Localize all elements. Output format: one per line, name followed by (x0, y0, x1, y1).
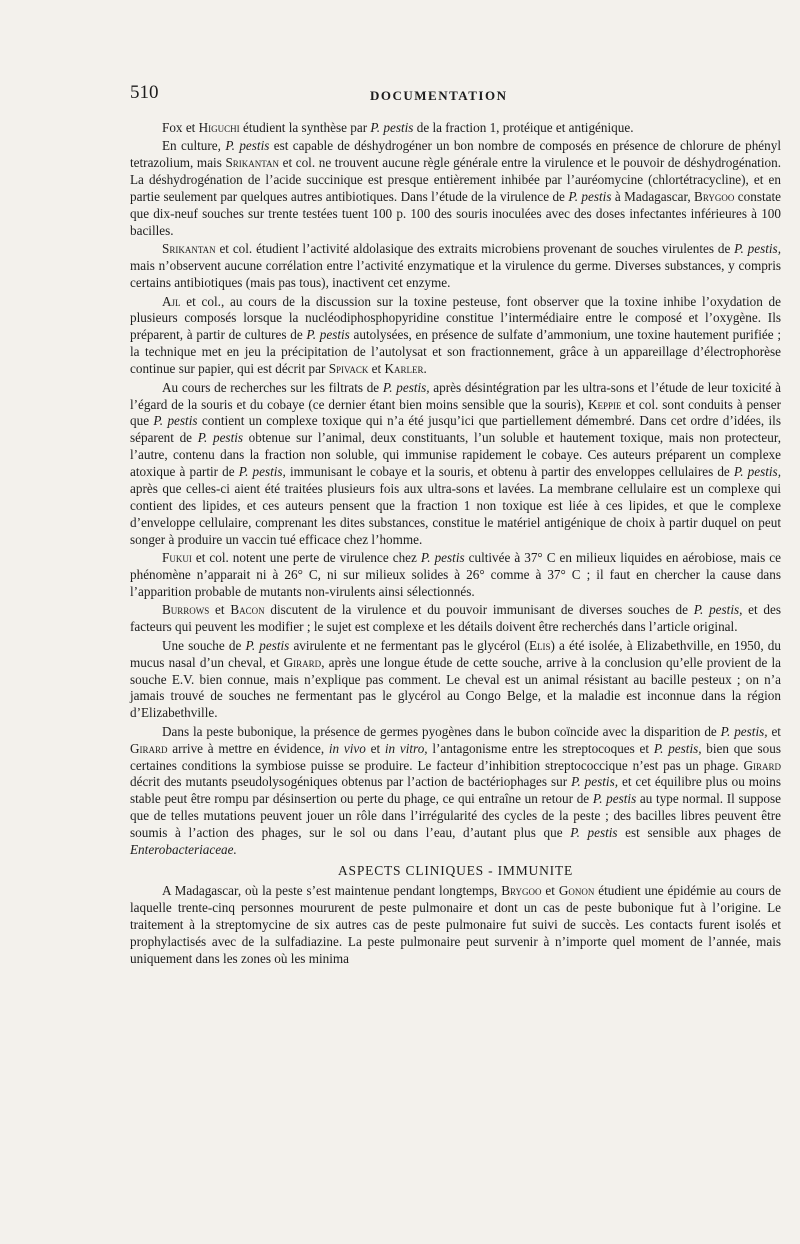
text-run: et (767, 723, 781, 739)
author-name: Higuchi (198, 120, 240, 135)
italic-term: Enterobacteriaceae. (130, 842, 237, 858)
text-run: ) a été isolée, à Elizabethville, en 1950, du mucus nasal d’un cheval, et (130, 637, 781, 670)
italic-term: P. pestis (568, 189, 612, 205)
author-name: Girard (283, 654, 322, 670)
author-name: Ajl (162, 293, 181, 309)
text-run: Au cours de recherches sur les filtrats de (162, 379, 383, 395)
text-run: et (209, 602, 231, 618)
author-name: Elis (528, 637, 551, 653)
paragraph (130, 294, 781, 379)
text-run: En culture, (162, 138, 226, 154)
text-run: étudient une épidémie au cours de laquelle trente-cinq personnes moururent de peste pulmonaire et dont un cas de peste bubonique fut à l’origine. Le traitement à la streptomycine de six autres cas de peste pulmonaire fut suivi de succès. Les contacts furent isolés et prophylactisés avec de la sulfadiazine. La peste pulmonaire peut survenir à n’importe quel moment de l’année, mais uniquement dans les zones où les minima (130, 882, 782, 966)
text-run: après désintégration par les ultra-sons et l’étude de leur toxicité à l’égard de la souris et du cobaye (ce dernier étant bien moins sensible que la souris), (130, 379, 781, 412)
closing-paragraph (130, 883, 781, 968)
author-name: Srikantan (225, 155, 280, 171)
section-heading: ASPECTS CLINIQUES - IMMUNITE (337, 862, 574, 878)
author-name: Brygoo (501, 882, 542, 898)
text-run: . (423, 361, 427, 377)
italic-term: P. pestis (420, 550, 465, 566)
text-run: contient un complexe toxique qui n’a été jusqu’ici que partiellement démembré. Dans cet ordre d’idées, ils séparent de (130, 413, 781, 446)
author-name: Srikantan (162, 241, 216, 257)
paragraph (130, 602, 781, 636)
text-run: et col. sont conduits à penser que (130, 396, 781, 429)
text-run: et des facteurs qui peuvent les modifier ; le sujet est complexe et les détails doivent être recherchés dans l’article original. (130, 602, 781, 635)
author-name: Girard (130, 740, 168, 756)
italic-term: P. pestis, (693, 602, 743, 618)
text-run: et col. notent une perte de virulence chez (191, 550, 421, 566)
page-header (130, 82, 780, 108)
text-run: arrive à mettre en évidence, (167, 740, 329, 756)
text-run: est sensible aux phages de (617, 825, 781, 841)
text-run: obtenue sur l’animal, deux constituants, l’un soluble et hautement toxique, mais non protecteur, l’autre, contenu dans la fraction non soluble, qui immunise rapidement le cobaye. Ces auteurs préparent un complexe atoxique à partir de (130, 430, 781, 480)
author-name: Bacon (230, 602, 265, 618)
text-run: mais n’observent aucune corrélation entre l’activité enzymatique et la virulence du germe. Diverses substances, y compris certains antibiotiques (mais pas tous), inactivent cet enzyme. (130, 258, 781, 291)
text-run: de la fraction 1, protéique et antigénique. (413, 120, 634, 135)
italic-term: in vivo (328, 740, 366, 756)
text-run: après que celles-ci aient été traitées plusieurs fois aux ultra-sons et lavées. La membrane cellulaire est un complexe qui contient des lipides, et ces auteurs pensent que la fraction 1 non toxique est liée à ces lipides, et que le complexe d’enveloppe cellulaire, comprenant les dites substances, constitue le matériel antigénique de choix à partir duquel on peut songer à produire un vaccin tué efficace chez l’homme. (130, 481, 781, 547)
text-run: , après une longue étude de cette souche, arrive à la conclusion qu’elle provient de la souche E.V. bien connue, mais n’explique pas comment. Le cheval est un animal résistant au bacille pesteux ; on n’a jamais trouvé de souches ne fermentant pas le glycérol au Congo Belge, et la maladie est inconnue dans la région d’Elizabethville. (130, 654, 781, 721)
italic-term: P. pestis, (734, 241, 781, 257)
text-run: avirulente et ne fermentant pas le glycérol ( (289, 637, 529, 653)
italic-term: P. pestis, (720, 723, 768, 739)
text-run: au type normal. Il suppose que de telles mutations peuvent jouer un rôle dans l’irrégularité des cycles de la peste ; des bacilles libres peuvent être soumis à l’action des phages, sur le sol ou dans l’eau, d’autant plus que (130, 791, 781, 841)
author-name: Brygoo (694, 189, 735, 205)
text-run: autolysées, en présence de sulfate d’ammonium, une toxine hautement purifiée ; la technique met en jeu la précipitation de l’autolysat et son fractionnement, grâce à un appareillage d’électrophorèse continue sur papier, qui est décrit par (130, 327, 781, 377)
italic-term: P. pestis (570, 825, 618, 841)
author-name: Fukui (162, 550, 192, 566)
body-text (130, 120, 781, 969)
italic-term: P. pestis (153, 413, 198, 429)
italic-term: P. pestis (225, 138, 270, 154)
italic-term: P. pestis, (733, 464, 781, 480)
paragraph (130, 638, 781, 723)
author-name: Girard (743, 757, 781, 773)
author-name: Karler (384, 361, 424, 377)
paragraph (130, 138, 781, 239)
italic-term: P. pestis (592, 791, 637, 807)
text-run: bien que sous certaines conditions la symbiose puisse se produire. Le facteur d’inhibition streptococcique n’est pas un phage. (130, 740, 781, 773)
text-run: Dans la peste bubonique, la présence de germes pyogènes dans le bubon coïncide avec la disparition de (162, 723, 721, 739)
text-run: A Madagascar, où la peste s’est maintenue pendant longtemps, (162, 882, 502, 898)
italic-term: in vitro, (384, 740, 428, 756)
text-run: est capable de déshydrogéner un bon nombre de composés en présence de chlorure de phényl tetrazolium, mais (130, 138, 781, 171)
author-name: Keppie (588, 396, 622, 412)
text-run: décrit des mutants pseudolysogéniques obtenus par l’action de bactériophages sur (130, 774, 572, 790)
paragraph (130, 241, 781, 292)
text-run: et (365, 740, 385, 756)
text-run: Fox et (162, 120, 199, 135)
text-run: immunisant le cobaye et la souris, et obtenu à partir des enveloppes cellulaires de (285, 464, 734, 480)
italic-term: P. pestis, (382, 379, 430, 395)
text-run: et (541, 882, 559, 898)
text-run: discutent de la virulence et du pouvoir immunisant de diverses souches de (264, 602, 694, 618)
paragraph (130, 550, 781, 601)
text-run: Une souche de (162, 637, 246, 653)
author-name: Gonon (558, 882, 595, 898)
text-run: et col., au cours de la discussion sur la toxine pesteuse, font observer que la toxine inhibe l’oxydation de plusieurs composés lorsque la nucléodiphosphopyridine constitue l’intermédiaire entre le composé et l’oxygène. Ils préparent, à partir de cultures de (130, 293, 781, 343)
text-run: et cet équilibre plus ou moins stable peut être rompu par désinsertion ou perte du phage, ce qui entraîne un retour de (130, 774, 782, 807)
italic-term: P. pestis, (653, 740, 702, 756)
italic-term: P. pestis (306, 327, 350, 343)
paragraph (130, 380, 781, 549)
italic-term: P. pestis, (571, 774, 619, 790)
text-run: à Madagascar, (611, 189, 695, 205)
paragraph (130, 724, 781, 859)
text-run: et (368, 361, 385, 377)
italic-term: P. pestis (245, 637, 290, 653)
text-run: l’antagonisme entre les streptocoques et (427, 740, 654, 756)
italic-term: P. pestis (370, 120, 414, 135)
text-run: et col. ne trouvent aucune règle générale entre la virulence et le pouvoir de déshydrogénation. La déshydrogénation de l’acide succinique est presque entièrement inhibée par l’auréomycine (chlortétracycline), et en partie seulement par quelques autres antibiotiques. Dans l’étude de la virulence de (130, 155, 781, 205)
page-number: 510 (130, 82, 159, 103)
text-run: cultivée à 37° C en milieux liquides en aérobiose, mais ce phénomène n’apparait ni à 26° C, ni sur milieux solides à 26° comme à 37° C ; il faut en chercher la cause dans l’apparition probable de mutants non-virulents ainsi sélectionnés. (130, 550, 781, 599)
author-name: Burrows (162, 602, 210, 618)
running-title: DOCUMENTATION (370, 88, 508, 103)
italic-term: P. pestis, (238, 464, 286, 480)
text-run: étudient la synthèse par (239, 120, 371, 135)
italic-term: P. pestis (197, 430, 244, 446)
text-run: constate que dix-neuf souches sur trente testées tuent 100 p. 100 des souris inoculées avec des doses infectantes inférieures à 100 bacilles. (130, 189, 781, 238)
text-run: et col. étudient l’activité aldolasique des extraits microbiens provenant de souches virulentes de (215, 241, 735, 257)
paragraph (130, 120, 781, 137)
author-name: Spivack (328, 361, 369, 377)
